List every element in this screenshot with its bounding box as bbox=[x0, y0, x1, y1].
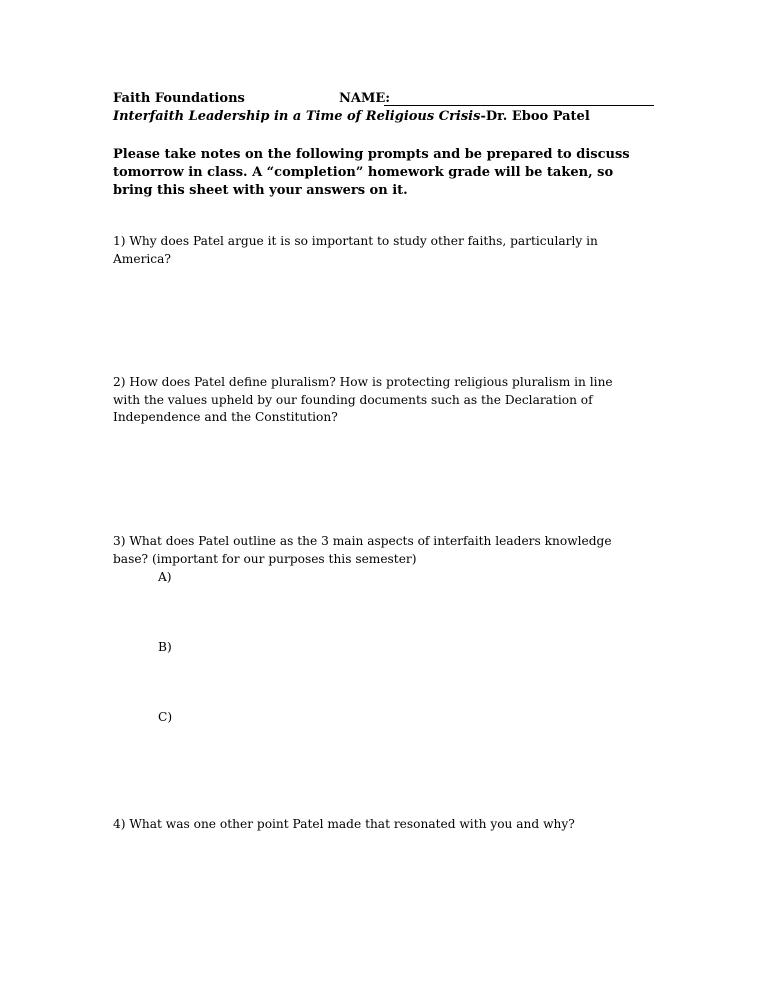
name-blank-line[interactable] bbox=[384, 105, 654, 106]
name-label: NAME: bbox=[339, 91, 391, 106]
question-3: 3) What does Patel outline as the 3 main aspects of interfaith leaders knowledge base? (important for our purposes this semester) bbox=[113, 534, 612, 566]
instructions: Please take notes on the following prompts and be prepared to discuss tomorrow in class. A “completion” homework grade will be taken, so bring this sheet with your answers on it. bbox=[113, 147, 630, 198]
question-2: 2) How does Patel define pluralism? How is protecting religious pluralism in line with the values upheld by our founding documents such as the Declaration of Independence and the Constitution? bbox=[113, 375, 613, 424]
answer-item-b: B) bbox=[158, 640, 172, 654]
answer-item-c: C) bbox=[158, 710, 173, 724]
question-1: 1) Why does Patel argue it is so important to study other faiths, particularly in America? bbox=[113, 234, 598, 266]
reading-subtitle bbox=[113, 109, 590, 124]
reading-title: Interfaith Leadership in a Time of Religious Crisis bbox=[113, 109, 481, 124]
answer-item-a: A) bbox=[158, 570, 172, 584]
course-title: Faith Foundations bbox=[113, 91, 245, 106]
reading-author: -Dr. Eboo Patel bbox=[480, 109, 590, 124]
question-4: 4) What was one other point Patel made that resonated with you and why? bbox=[113, 817, 575, 831]
